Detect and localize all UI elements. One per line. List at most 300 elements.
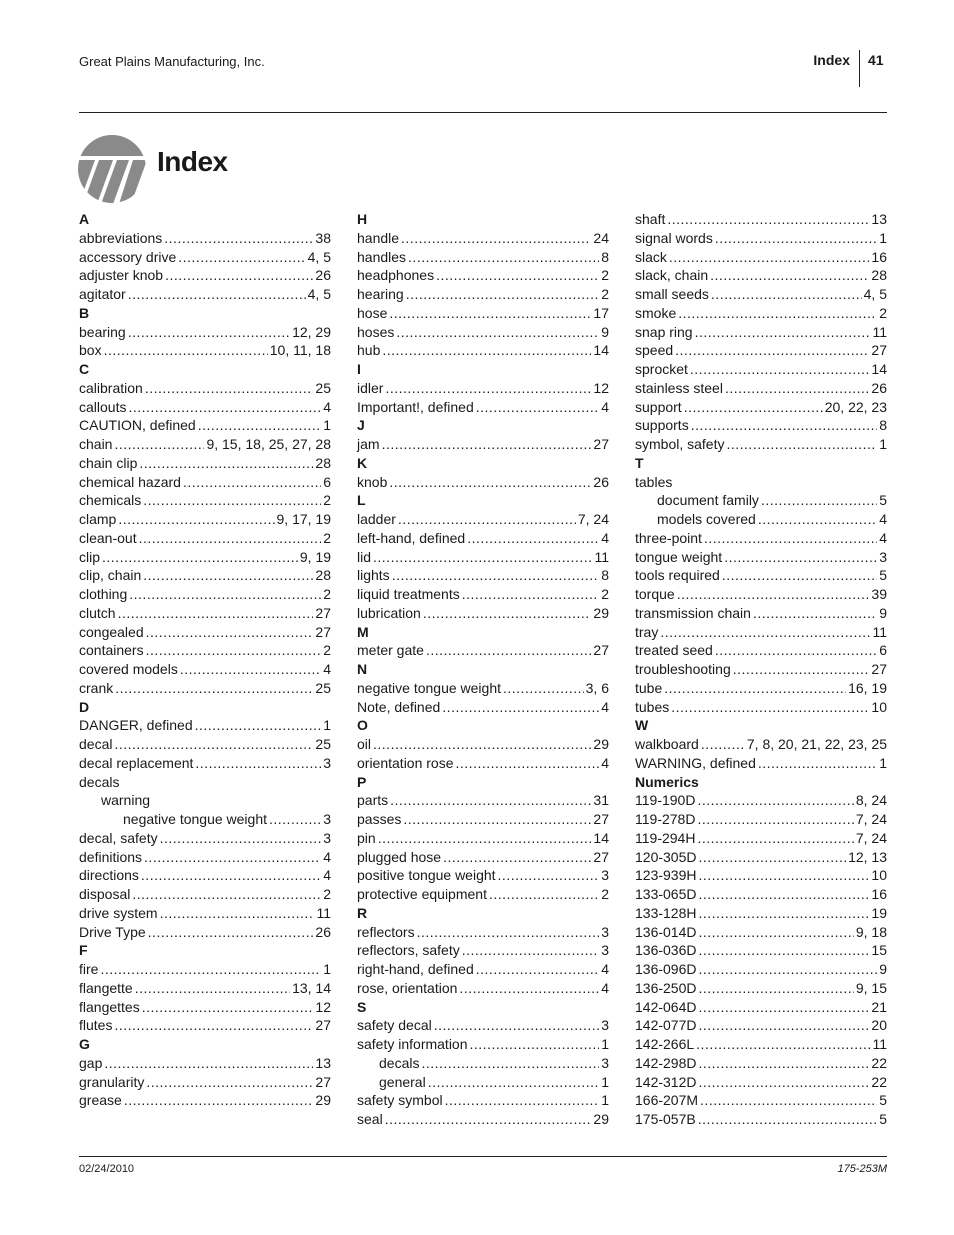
index-section-heading: R xyxy=(357,904,368,921)
dot-leader xyxy=(385,1110,592,1129)
index-page-ref: 24 xyxy=(593,229,609,246)
index-page-ref: 9, 15, 18, 25, 27, 28 xyxy=(206,436,331,452)
index-entry xyxy=(635,566,887,585)
index-term: jam xyxy=(357,436,380,452)
index-page-ref: 1 xyxy=(323,717,331,734)
index-page-ref: 1 xyxy=(323,961,331,977)
index-term: safety information xyxy=(357,1036,468,1052)
index-page-ref: 6 xyxy=(323,473,331,490)
index-term: snap ring xyxy=(635,323,693,340)
index-page-ref: 3 xyxy=(601,1054,609,1071)
index-section-heading: C xyxy=(79,361,90,377)
index-page-ref: 13 xyxy=(871,211,887,227)
index-term: covered models xyxy=(79,661,178,677)
index-entry xyxy=(79,454,331,473)
index-term: WARNING, defined xyxy=(635,754,756,771)
index-term: tools required xyxy=(635,567,720,584)
index-page-ref: 4, 5 xyxy=(863,286,887,302)
index-page-ref: 29 xyxy=(593,604,609,621)
dot-leader xyxy=(141,866,321,885)
index-entry xyxy=(635,810,887,829)
dot-leader xyxy=(434,1016,599,1035)
index-term: definitions xyxy=(79,848,143,865)
index-term: slack xyxy=(635,248,667,265)
index-section-heading: P xyxy=(357,773,367,790)
dot-leader xyxy=(115,679,313,698)
index-entry xyxy=(357,398,609,417)
dot-leader xyxy=(139,529,322,548)
index-entry xyxy=(635,604,887,623)
index-entry xyxy=(357,1073,609,1092)
index-entry xyxy=(79,998,331,1017)
dot-leader xyxy=(684,398,823,417)
index-entry xyxy=(79,848,331,867)
index-entry xyxy=(635,323,887,342)
dot-leader xyxy=(139,454,313,473)
index-page-ref: 1 xyxy=(601,1073,609,1090)
index-term: orientation rose xyxy=(357,754,454,771)
index-entry xyxy=(79,810,331,829)
dot-leader xyxy=(114,735,313,754)
index-page-ref: 31 xyxy=(593,792,609,809)
dot-leader xyxy=(699,1054,870,1073)
index-entry xyxy=(357,585,609,604)
index-term: 142-064D xyxy=(635,998,697,1015)
index-entry xyxy=(79,829,331,848)
index-entry xyxy=(635,623,887,642)
index-term: chain xyxy=(79,436,113,452)
dot-leader xyxy=(128,323,290,342)
index-page-ref: 10 xyxy=(871,698,887,715)
index-page-ref: 27 xyxy=(315,1073,331,1090)
dot-leader xyxy=(423,604,592,623)
index-page-ref: 2 xyxy=(323,886,331,902)
index-term: bearing xyxy=(79,323,126,340)
dot-leader xyxy=(697,810,853,829)
dot-leader xyxy=(421,1054,599,1073)
index-page-ref: 8 xyxy=(879,417,887,434)
dot-leader xyxy=(104,341,268,360)
index-entry xyxy=(79,1091,331,1110)
dot-leader xyxy=(382,341,591,360)
dot-leader xyxy=(143,566,313,585)
index-entry xyxy=(635,435,887,454)
index-page-ref: 3 xyxy=(601,923,609,940)
index-entry xyxy=(635,979,887,998)
index-entry xyxy=(79,341,331,360)
index-term: three-point xyxy=(635,529,702,546)
index-term: clothing xyxy=(79,586,128,602)
dot-leader xyxy=(667,210,869,229)
index-entry: warning xyxy=(101,792,151,809)
index-page-ref: 14 xyxy=(593,829,609,846)
index-entry xyxy=(357,473,609,492)
index-entry xyxy=(357,810,609,829)
index-term: liquid treatments xyxy=(357,586,460,602)
index-term: oil xyxy=(357,736,372,752)
dot-leader xyxy=(467,529,599,548)
index-page-ref: 8, 24 xyxy=(855,792,887,809)
index-page-ref: 3 xyxy=(323,829,331,846)
dot-leader xyxy=(695,323,871,342)
index-term: hub xyxy=(357,342,381,359)
index-entry xyxy=(635,585,887,604)
dot-leader xyxy=(697,791,853,810)
index-entry xyxy=(635,510,887,529)
index-entry xyxy=(357,323,609,342)
index-page-ref: 25 xyxy=(315,679,331,696)
dot-leader xyxy=(715,641,877,660)
dot-leader xyxy=(700,1091,877,1110)
index-entry xyxy=(79,960,331,979)
dot-leader xyxy=(758,510,877,529)
index-page-ref: 27 xyxy=(315,604,331,621)
index-entry xyxy=(79,754,331,773)
index-term: reflectors xyxy=(357,923,415,940)
dot-leader xyxy=(476,960,599,979)
dot-leader xyxy=(428,1073,600,1092)
index-term: safety decal xyxy=(357,1017,432,1034)
index-term: adjuster knob xyxy=(79,267,164,284)
index-section-heading: I xyxy=(357,361,361,377)
index-page-ref: 29 xyxy=(593,736,609,752)
index-term: handles xyxy=(357,248,407,265)
index-entry xyxy=(357,566,609,585)
index-term: support xyxy=(635,398,682,415)
dot-leader xyxy=(445,1091,600,1110)
index-entry xyxy=(635,679,887,698)
index-entry xyxy=(635,1054,887,1073)
index-page-ref: 2 xyxy=(601,267,609,284)
dot-leader xyxy=(390,791,591,810)
index-term: 119-278D xyxy=(635,811,696,827)
index-entry xyxy=(635,735,887,754)
dot-leader xyxy=(378,829,592,848)
index-entry xyxy=(357,1016,609,1035)
index-section-heading: T xyxy=(635,454,644,471)
index-page-ref: 13 xyxy=(315,1054,331,1071)
index-page-ref: 11 xyxy=(594,548,609,565)
index-column-1 xyxy=(79,210,331,1110)
dot-leader xyxy=(389,473,591,492)
index-page-ref: 11 xyxy=(872,623,887,640)
dot-leader xyxy=(129,585,321,604)
index-entry xyxy=(357,604,609,623)
dot-leader xyxy=(178,248,305,267)
index-entry xyxy=(79,398,331,417)
index-entry xyxy=(357,229,609,248)
index-page-ref: 9, 19 xyxy=(299,548,331,565)
index-section-heading: A xyxy=(79,211,90,227)
dot-leader xyxy=(396,323,599,342)
dot-leader xyxy=(699,1016,870,1035)
index-entry xyxy=(635,398,887,417)
index-page-ref: 14 xyxy=(593,342,609,359)
index-entry xyxy=(635,210,887,229)
index-page-ref: 4 xyxy=(879,511,887,527)
index-entry xyxy=(79,660,331,679)
dot-leader xyxy=(102,548,298,567)
index-term: hoses xyxy=(357,323,395,340)
index-entry xyxy=(79,923,331,942)
dot-leader xyxy=(758,754,877,773)
dot-leader xyxy=(124,1091,314,1110)
index-term: 142-298D xyxy=(635,1054,697,1071)
index-page-ref: 4, 5 xyxy=(307,286,331,302)
index-section-heading: O xyxy=(357,717,368,734)
dot-leader xyxy=(715,229,877,248)
footer-doc-number: 175-253M xyxy=(837,1163,887,1175)
index-section-heading: G xyxy=(79,1036,90,1052)
index-entry xyxy=(79,435,331,454)
index-section-heading: Numerics xyxy=(635,773,699,790)
index-page-ref: 4 xyxy=(601,979,609,996)
index-page-ref: 4 xyxy=(601,529,609,546)
index-term: document family xyxy=(657,492,759,509)
index-column-3 xyxy=(635,210,887,1129)
index-page-ref: 16 xyxy=(871,248,887,265)
index-entry xyxy=(79,266,331,285)
index-entry xyxy=(635,1016,887,1035)
index-term: decal replacement xyxy=(79,754,194,771)
index-page-ref: 1 xyxy=(879,229,887,246)
index-entry xyxy=(79,1073,331,1092)
index-term: 136-096D xyxy=(635,961,697,977)
index-term: decals xyxy=(379,1054,420,1071)
index-entry xyxy=(79,285,331,304)
index-page-ref: 27 xyxy=(593,436,609,452)
index-term: crank xyxy=(79,679,114,696)
dot-leader xyxy=(462,941,600,960)
dot-leader xyxy=(669,248,870,267)
index-term: general xyxy=(379,1073,426,1090)
index-page-ref: 8 xyxy=(601,248,609,265)
dot-leader xyxy=(677,585,870,604)
index-entry xyxy=(79,979,331,998)
dot-leader xyxy=(128,285,306,304)
index-entry xyxy=(635,829,887,848)
index-entry xyxy=(635,360,887,379)
index-term: 123-939H xyxy=(635,867,697,884)
dot-leader xyxy=(699,885,870,904)
index-term: tube xyxy=(635,679,663,696)
index-page-ref: 20, 22, 23 xyxy=(824,398,887,415)
index-page-ref: 2 xyxy=(601,586,609,602)
index-entry xyxy=(357,923,609,942)
index-term: DANGER, defined xyxy=(79,717,193,734)
dot-leader xyxy=(104,1054,313,1073)
index-term: models covered xyxy=(657,511,756,527)
index-section-heading: W xyxy=(635,717,649,734)
index-entry xyxy=(79,885,331,904)
index-term: callouts xyxy=(79,398,127,415)
index-entry xyxy=(79,473,331,492)
index-entry xyxy=(79,529,331,548)
index-entry xyxy=(635,885,887,904)
index-page-ref: 1 xyxy=(879,754,887,771)
index-entry xyxy=(79,585,331,604)
dot-leader xyxy=(699,904,870,923)
index-term: fire xyxy=(79,961,99,977)
index-entry xyxy=(635,285,887,304)
index-page-ref: 3 xyxy=(601,1017,609,1034)
index-term: transmission chain xyxy=(635,604,751,621)
dot-leader xyxy=(725,379,869,398)
index-entry xyxy=(79,548,331,567)
index-page-ref: 26 xyxy=(315,923,331,940)
dot-leader xyxy=(462,585,599,604)
index-term: calibration xyxy=(79,379,143,396)
index-page-ref: 7, 24 xyxy=(855,811,887,827)
index-entry xyxy=(357,791,609,810)
index-page-ref: 25 xyxy=(315,736,331,752)
index-term: walkboard xyxy=(635,736,699,752)
index-section-heading: B xyxy=(79,304,90,321)
dot-leader xyxy=(385,379,591,398)
index-page-ref: 26 xyxy=(593,473,609,490)
dot-leader xyxy=(135,979,290,998)
index-page-ref: 3 xyxy=(601,867,609,884)
index-term: protective equipment xyxy=(357,886,487,902)
index-entry xyxy=(635,848,887,867)
index-entry xyxy=(79,491,331,510)
dot-leader xyxy=(114,435,204,454)
dot-leader xyxy=(180,660,321,679)
index-entry xyxy=(635,1035,887,1054)
dot-leader xyxy=(114,1016,313,1035)
index-page-ref: 11 xyxy=(316,904,331,921)
dot-leader xyxy=(442,698,599,717)
dot-leader xyxy=(489,885,599,904)
index-page-ref: 28 xyxy=(315,454,331,471)
index-entry xyxy=(635,341,887,360)
index-term: decal xyxy=(79,736,113,752)
index-entry xyxy=(635,304,887,323)
index-page-ref: 4, 5 xyxy=(307,248,331,265)
index-entry xyxy=(635,660,887,679)
dot-leader xyxy=(160,904,315,923)
index-page-ref: 2 xyxy=(323,642,331,659)
index-page-ref: 28 xyxy=(315,567,331,584)
index-term: passes xyxy=(357,811,402,827)
dot-leader xyxy=(269,810,321,829)
index-page-ref: 4 xyxy=(601,698,609,715)
index-entry xyxy=(357,248,609,267)
index-page-ref: 9 xyxy=(879,961,887,977)
index-term: shaft xyxy=(635,211,666,227)
dot-leader xyxy=(459,979,599,998)
index-page-ref: 14 xyxy=(871,361,887,377)
index-entry xyxy=(635,1110,887,1129)
dot-leader xyxy=(160,829,322,848)
index-page-ref: 2 xyxy=(601,886,609,902)
dot-leader xyxy=(699,998,870,1017)
dot-leader xyxy=(142,998,314,1017)
index-entry xyxy=(357,735,609,754)
index-page-ref: 4 xyxy=(323,848,331,865)
index-term: knob xyxy=(357,473,388,490)
dot-leader xyxy=(146,1073,313,1092)
index-page-ref: 7, 8, 20, 21, 22, 23, 25 xyxy=(746,736,887,752)
index-page-ref: 9, 18 xyxy=(855,923,887,940)
dot-leader xyxy=(701,735,745,754)
index-page-ref: 10 xyxy=(871,867,887,884)
index-page-ref: 7, 24 xyxy=(577,511,609,527)
index-entry xyxy=(79,229,331,248)
index-term: positive tongue weight xyxy=(357,867,496,884)
index-term: troubleshooting xyxy=(635,661,731,677)
index-entry xyxy=(357,529,609,548)
index-term: grease xyxy=(79,1092,122,1109)
dot-leader xyxy=(699,979,854,998)
index-page-ref: 9, 17, 19 xyxy=(276,511,331,527)
index-term: containers xyxy=(79,642,144,659)
dot-leader xyxy=(406,285,600,304)
index-entry xyxy=(357,1091,609,1110)
dot-leader xyxy=(664,679,846,698)
index-page-ref: 4 xyxy=(879,529,887,546)
index-term: negative tongue weight xyxy=(357,679,501,696)
index-entry xyxy=(79,323,331,342)
index-term: meter gate xyxy=(357,642,424,659)
index-term: stainless steel xyxy=(635,379,723,396)
index-entry xyxy=(79,510,331,529)
index-term: 133-065D xyxy=(635,886,697,902)
index-entry xyxy=(357,866,609,885)
index-entry xyxy=(635,266,887,285)
index-term: CAUTION, defined xyxy=(79,417,196,434)
index-entry xyxy=(79,641,331,660)
index-term: slack, chain xyxy=(635,267,709,284)
dot-leader xyxy=(699,1073,870,1092)
index-page-ref: 20 xyxy=(871,1017,887,1034)
index-entry xyxy=(79,604,331,623)
dot-leader xyxy=(195,754,321,773)
dot-leader xyxy=(456,754,600,773)
index-page-ref: 26 xyxy=(871,379,887,396)
index-term: clean-out xyxy=(79,529,137,546)
index-entry xyxy=(79,679,331,698)
index-entry xyxy=(635,998,887,1017)
index-term: supports xyxy=(635,417,689,434)
index-term: small seeds xyxy=(635,286,709,302)
index-term: signal words xyxy=(635,229,713,246)
header-divider xyxy=(859,50,860,87)
index-page-ref: 5 xyxy=(879,492,887,509)
dot-leader xyxy=(724,548,877,567)
header-section-title: Index xyxy=(813,52,850,68)
index-entry xyxy=(357,941,609,960)
index-section-heading: L xyxy=(357,492,366,509)
index-page-ref: 2 xyxy=(323,586,331,602)
index-page-ref: 26 xyxy=(315,267,331,284)
company-logo-icon xyxy=(77,134,147,204)
index-page-ref: 27 xyxy=(871,342,887,359)
index-page-ref: 6 xyxy=(879,642,887,659)
index-term: seal xyxy=(357,1111,383,1127)
index-entry xyxy=(635,866,887,885)
index-page-ref: 16, 19 xyxy=(848,679,887,696)
index-section-heading: J xyxy=(357,417,365,434)
index-term: lights xyxy=(357,567,390,584)
index-page-ref: 27 xyxy=(871,661,887,677)
index-term: rose, orientation xyxy=(357,979,458,996)
index-section-heading: N xyxy=(357,661,368,677)
dot-leader xyxy=(476,398,599,417)
index-entry xyxy=(357,641,609,660)
index-entry xyxy=(357,698,609,717)
index-entry xyxy=(635,416,887,435)
